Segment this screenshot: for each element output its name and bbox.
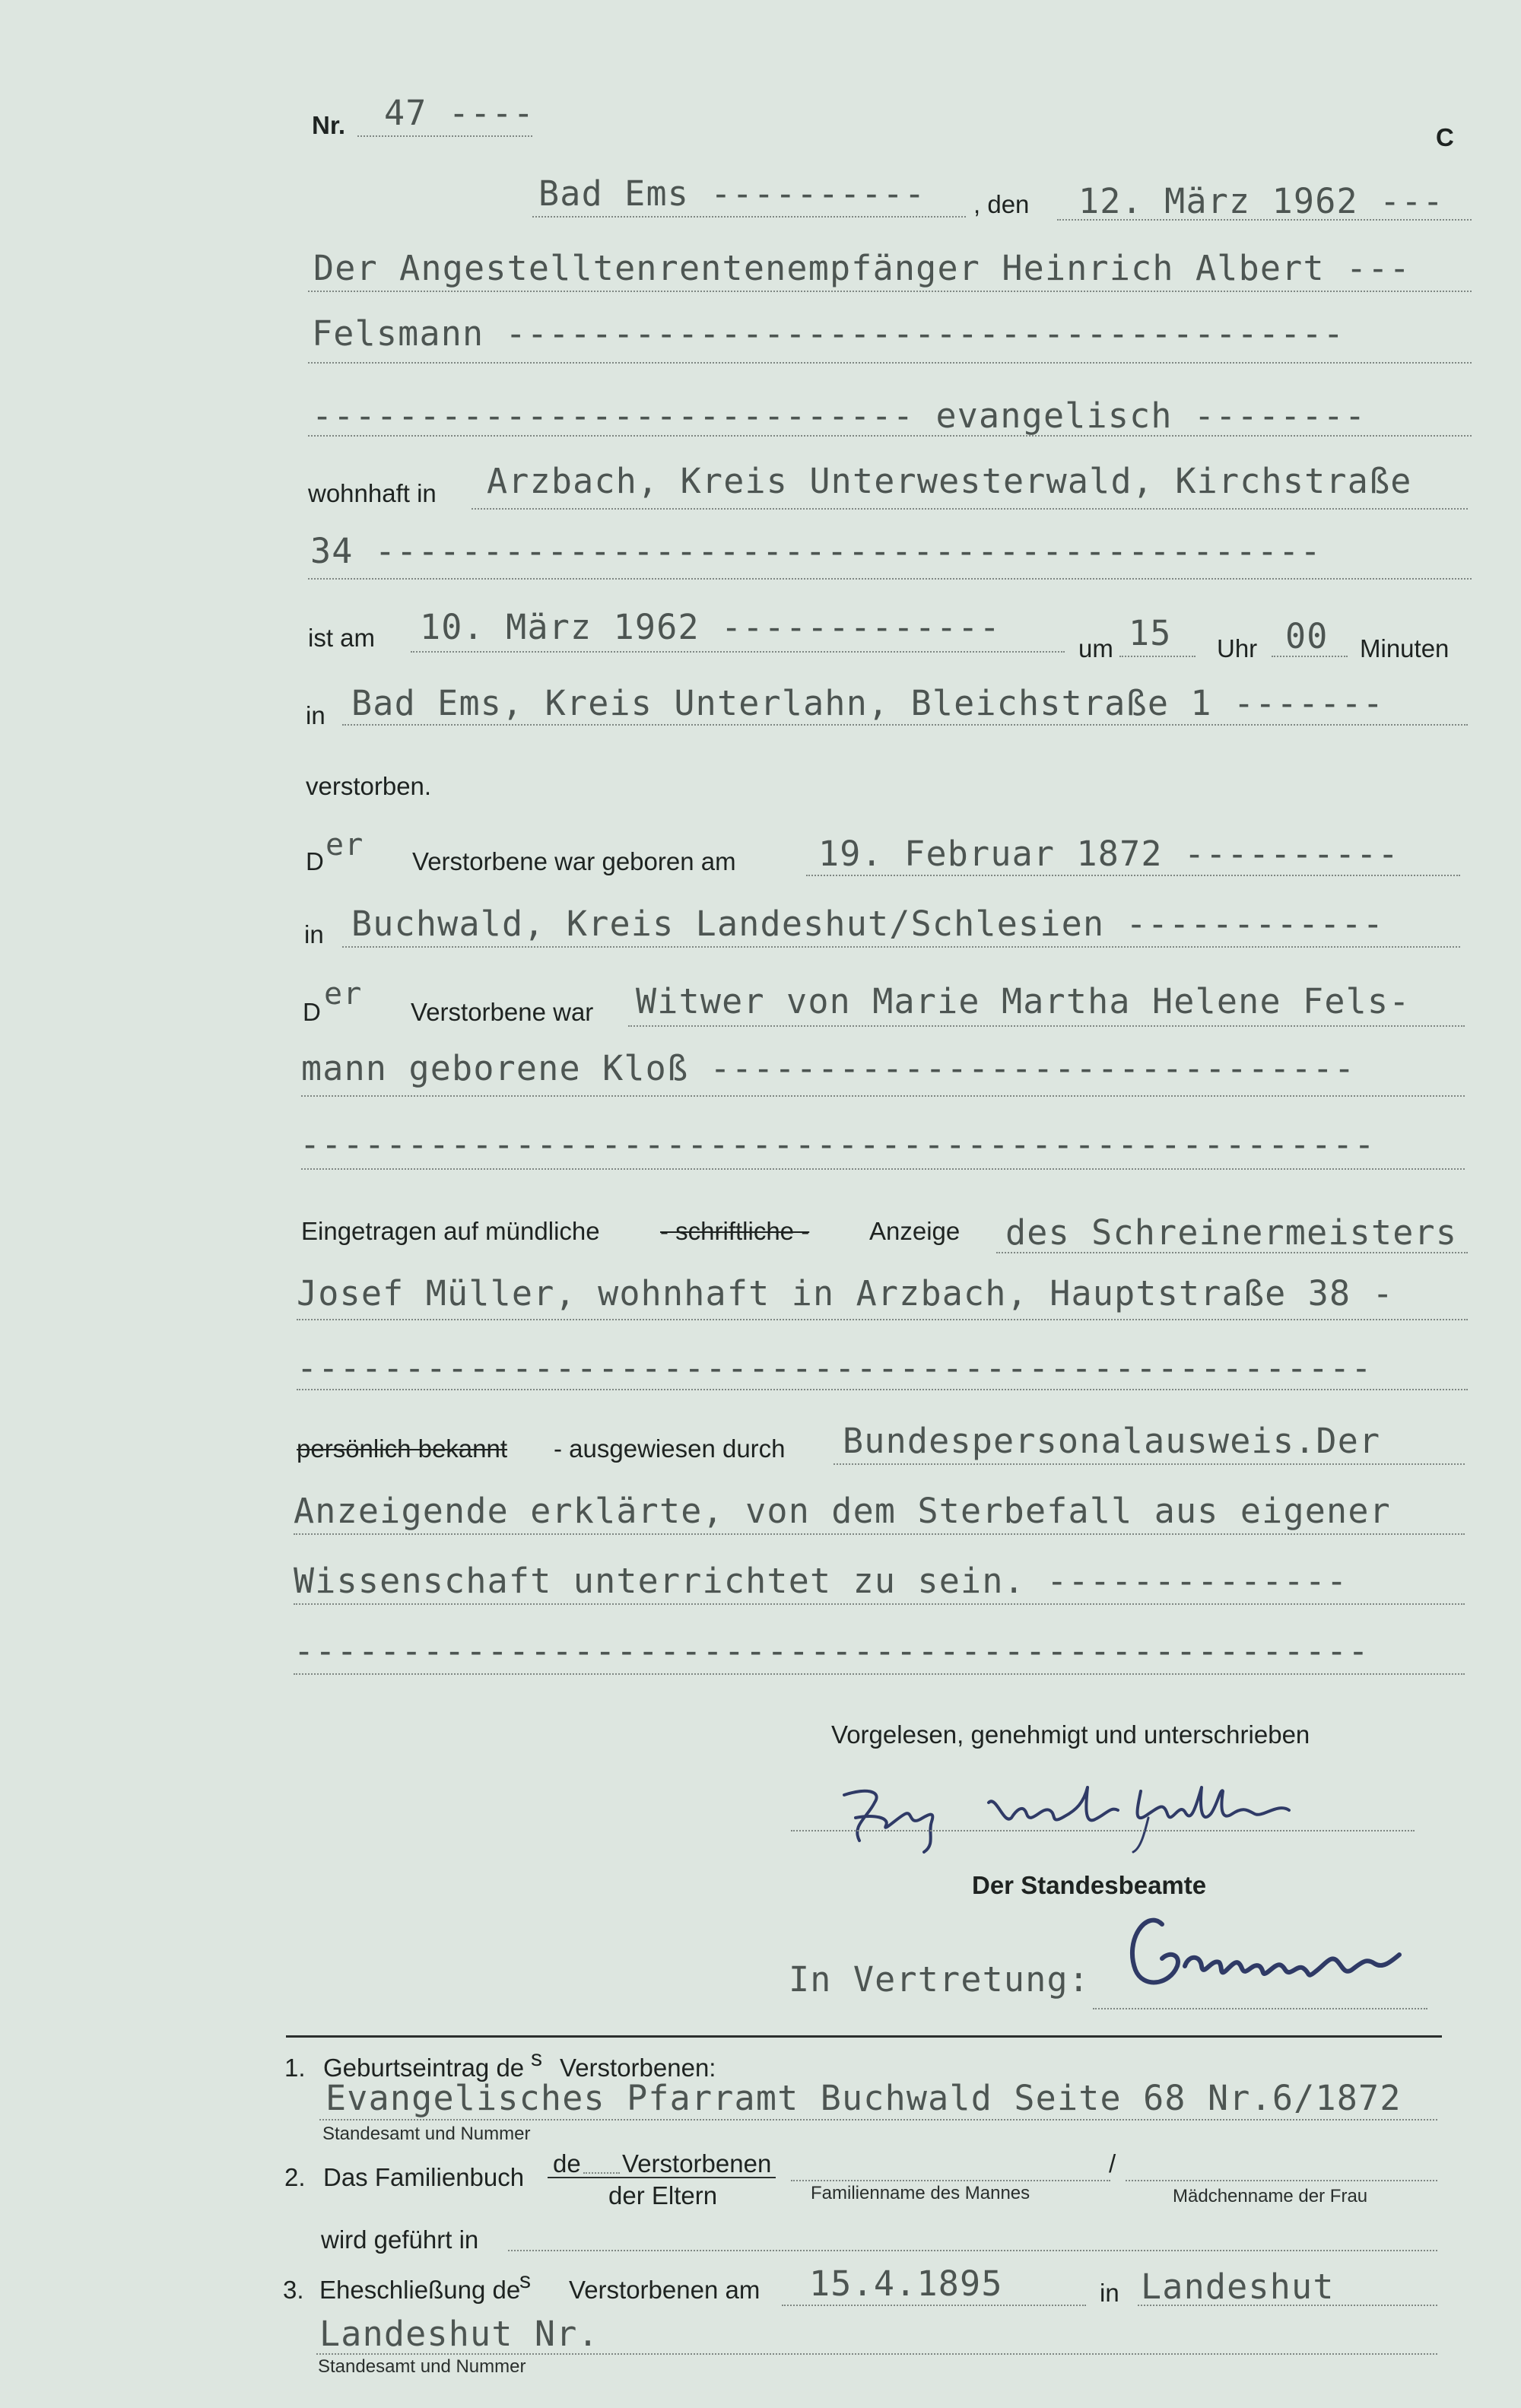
death-place: Bad Ems, Kreis Unterlahn, Bleichstraße 1 -------	[351, 683, 1385, 723]
ist-am-label: ist am	[308, 624, 376, 652]
registry-date: 12. März 1962 ---	[1078, 181, 1444, 221]
minutes-dotted-line	[1272, 656, 1348, 657]
minuten-label: Minuten	[1360, 634, 1450, 662]
identification-label: - ausgewiesen durch	[554, 1434, 786, 1463]
note-1-suffix: s	[531, 2046, 542, 2071]
identification-line-3: Wissenschaft unterrichtet zu sein. --------------	[294, 1561, 1348, 1601]
note-2-wife-dotted-line	[1126, 2180, 1437, 2181]
note-2-wird-label: wird geführt in	[321, 2225, 479, 2254]
identification-dotted-line-1	[834, 1463, 1465, 1465]
marital-d-label: D	[303, 998, 321, 1026]
note-3-in-label: in	[1100, 2279, 1119, 2307]
identification-line-1: Bundespersonalausweis.Der	[843, 1421, 1381, 1461]
person-dotted-line-2	[308, 362, 1472, 364]
note-3-caption: Standesamt und Nummer	[318, 2356, 526, 2377]
form-letter: C	[1436, 123, 1454, 151]
marital-line-2: mann geborene Kloß ------------------------------	[301, 1048, 1356, 1088]
registration-dotted-line-2	[297, 1319, 1468, 1320]
note-3-date-dotted-line	[782, 2305, 1086, 2306]
verstorben-label: verstorben.	[306, 772, 432, 800]
note-3-label: Eheschließung de	[319, 2276, 521, 2304]
birth-in-label: in	[304, 920, 324, 948]
registry-place: Bad Ems ----------	[538, 173, 926, 214]
marital-line-1: Witwer von Marie Martha Helene Fels-	[636, 981, 1411, 1021]
note-3-value: Landeshut Nr.	[319, 2314, 599, 2354]
death-minutes: 00	[1285, 616, 1329, 656]
death-in-label: in	[306, 701, 325, 729]
note-3-label-end: Verstorbenen am	[569, 2276, 760, 2304]
birth-place: Buchwald, Kreis Landeshut/Schlesien ------------	[351, 904, 1385, 944]
identification-dotted-line-4	[294, 1673, 1465, 1675]
signature-dotted-line	[791, 1830, 1415, 1831]
residence-line-2: 34 --------------------------------------------	[310, 531, 1322, 571]
note-2-de-dotted-line	[583, 2172, 620, 2174]
note-2-verstorbenen: Verstorbenen	[622, 2149, 772, 2178]
registration-line-1: des Schreinermeisters	[1005, 1212, 1458, 1253]
note-2-caption-wife: Mädchenname der Frau	[1173, 2186, 1368, 2206]
deceased-line-3: ---------------------------- evangelisch --------	[312, 396, 1367, 436]
registration-label: Eingetragen auf mündliche	[301, 1217, 600, 1245]
identification-dotted-line-3	[294, 1603, 1465, 1605]
note-2-husband-dotted-line	[791, 2180, 1110, 2181]
note-2-slash: /	[1109, 2149, 1116, 2178]
notes-separator	[286, 2035, 1442, 2038]
registration-line-2: Josef Müller, wohnhaft in Arzbach, Hauptstraße 38 -	[297, 1273, 1394, 1314]
note-2-fraction-line	[548, 2177, 776, 2178]
note-3-place-dotted-line	[1138, 2305, 1437, 2306]
entry-number: 47 ----	[384, 93, 535, 133]
death-date-dotted-line	[411, 651, 1065, 653]
marital-text-label: Verstorbene war	[411, 998, 594, 1026]
birth-er-suffix: er	[325, 828, 364, 862]
note-2-number: 2.	[284, 2163, 306, 2191]
note-2-de: de	[553, 2149, 581, 2178]
identification-line-4: --------------------------------------------------	[294, 1631, 1370, 1671]
note-1-label-end: Verstorbenen:	[560, 2054, 716, 2082]
note-1-number: 1.	[284, 2054, 306, 2082]
identification-dotted-line-2	[294, 1533, 1465, 1535]
residence-dotted-line-2	[308, 578, 1472, 580]
registration-dotted-line-3	[297, 1389, 1468, 1390]
note-2-eltern: der Eltern	[608, 2181, 718, 2209]
marital-line-3: --------------------------------------------------	[300, 1124, 1376, 1164]
note-1-label: Geburtseintrag de	[323, 2054, 525, 2082]
note-3-date: 15.4.1895	[809, 2263, 1003, 2304]
declarant-signature	[821, 1772, 1354, 1856]
note-3-dotted-line	[316, 2353, 1437, 2355]
identification-line-2: Anzeigende erklärte, von dem Sterbefall aus eigener	[294, 1491, 1391, 1531]
hour-dotted-line	[1119, 656, 1196, 657]
birth-place-dotted-line	[342, 946, 1460, 948]
nr-dotted-line	[357, 135, 532, 137]
person-dotted-line-3	[308, 435, 1472, 437]
residence-line-1: Arzbach, Kreis Unterwesterwald, Kirchstraße	[487, 461, 1412, 501]
death-place-dotted-line	[342, 724, 1468, 726]
death-date: 10. März 1962 -------------	[420, 607, 1001, 647]
identification-struck-known: persönlich bekannt	[297, 1434, 508, 1463]
den-label: , den	[973, 190, 1030, 218]
birth-text-label: Verstorbene war geboren am	[412, 847, 736, 875]
registration-dotted-line-1	[996, 1252, 1468, 1253]
note-3-place: Landeshut	[1141, 2267, 1335, 2307]
marital-dotted-line-3	[301, 1168, 1465, 1170]
um-label: um	[1078, 634, 1113, 662]
read-approved-text: Vorgelesen, genehmigt und unterschrieben	[831, 1720, 1310, 1749]
birth-d-label: D	[306, 847, 324, 875]
note-1-dotted-line	[319, 2119, 1437, 2121]
registrar-title: Der Standesbeamte	[972, 1871, 1207, 1899]
death-hour: 15	[1129, 613, 1172, 653]
person-dotted-line-1	[308, 291, 1472, 292]
registration-struck-written: - schriftliche -	[660, 1217, 810, 1245]
date-dotted-line	[1057, 219, 1472, 221]
residence-label: wohnhaft in	[308, 479, 437, 507]
deputy-label: In Vertretung:	[789, 1959, 1091, 2000]
deceased-line-1: Der Angestelltenrentenempfänger Heinrich Albert ---	[313, 248, 1411, 288]
note-3-number: 3.	[283, 2276, 304, 2304]
marital-er-suffix: er	[324, 977, 363, 1012]
note-2-label: Das Familienbuch	[323, 2163, 525, 2191]
registration-anzeige-label: Anzeige	[869, 1217, 961, 1245]
marital-dotted-line-2	[301, 1095, 1465, 1097]
residence-dotted-line-1	[472, 508, 1468, 510]
note-3-suffix: s	[519, 2268, 531, 2293]
marital-dotted-line-1	[628, 1025, 1465, 1027]
place-dotted-line	[532, 216, 966, 218]
note-1-value: Evangelisches Pfarramt Buchwald Seite 68 Nr.6/1872	[325, 2078, 1402, 2118]
uhr-label: Uhr	[1217, 634, 1258, 662]
note-2-wird-dotted-line	[508, 2250, 1437, 2251]
registrar-signature	[1116, 1894, 1451, 2008]
registrar-signature-dotted-line	[1093, 2008, 1427, 2009]
deceased-line-2: Felsmann ---------------------------------------	[312, 313, 1345, 354]
note-2-caption-husband: Familienname des Mannes	[811, 2183, 1030, 2203]
note-1-caption: Standesamt und Nummer	[322, 2124, 531, 2144]
birth-date-dotted-line	[806, 875, 1460, 876]
registration-line-3: --------------------------------------------------	[297, 1348, 1373, 1388]
nr-label: Nr.	[312, 111, 346, 139]
birth-date: 19. Februar 1872 ----------	[818, 834, 1399, 874]
